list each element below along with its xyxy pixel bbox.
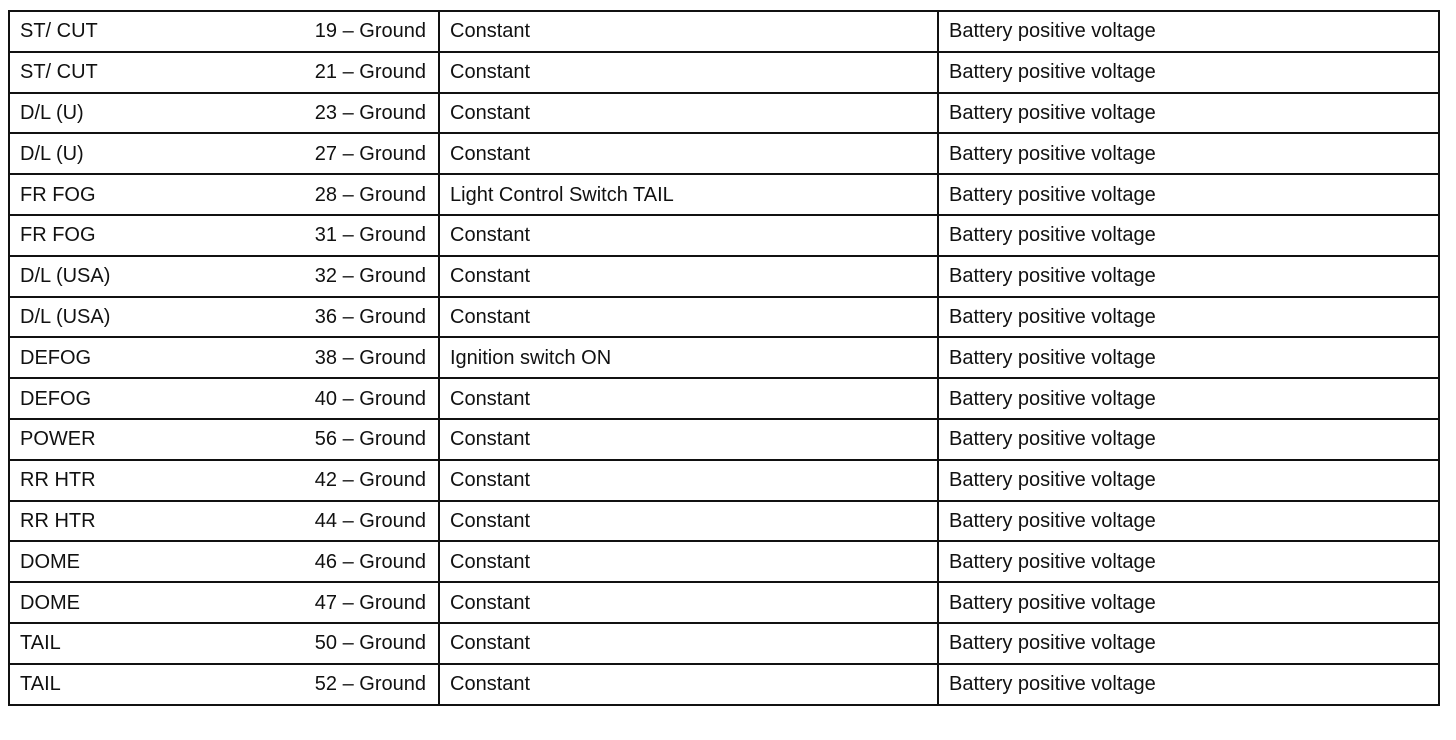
terminal-cell: [9, 93, 439, 134]
condition-cell: Constant: [439, 541, 938, 582]
specified-condition-cell: Battery positive voltage: [938, 297, 1439, 338]
specified-condition-cell: Battery positive voltage: [938, 52, 1439, 93]
terminal-cell: [9, 541, 439, 582]
table-row: [9, 215, 1439, 256]
terminal-cell: [9, 256, 439, 297]
terminal-name: DEFOG: [20, 346, 92, 369]
condition-cell: Constant: [439, 215, 938, 256]
terminal-name: ST/ CUT: [20, 20, 98, 43]
terminal-cell: [9, 419, 439, 460]
terminal-connection: 31 – Ground: [314, 224, 426, 247]
terminal-cell: [9, 623, 439, 664]
terminal-name: DEFOG: [20, 387, 92, 410]
terminal-cell: [9, 297, 439, 338]
terminal-name: TAIL: [20, 632, 61, 655]
condition-cell: Constant: [439, 378, 938, 419]
table-row: [9, 93, 1439, 134]
terminal-name: D/L (U): [20, 142, 84, 165]
terminal-cell: [9, 664, 439, 705]
terminal-name: D/L (U): [20, 101, 84, 124]
specified-condition-cell: Battery positive voltage: [938, 501, 1439, 542]
terminal-connection: 46 – Ground: [314, 550, 426, 573]
terminal-name: D/L (USA): [20, 265, 111, 288]
condition-cell: Constant: [439, 582, 938, 623]
terminal-name: RR HTR: [20, 469, 96, 492]
terminal-connection: 50 – Ground: [314, 632, 426, 655]
specified-condition-cell: Battery positive voltage: [938, 582, 1439, 623]
specified-condition-cell: Battery positive voltage: [938, 11, 1439, 52]
table-row: [9, 460, 1439, 501]
terminal-name: DOME: [20, 591, 80, 614]
terminal-connection: 32 – Ground: [314, 265, 426, 288]
table-row: [9, 541, 1439, 582]
terminal-name: TAIL: [20, 673, 61, 696]
inspection-table-container: [8, 10, 1438, 706]
terminal-cell: [9, 460, 439, 501]
condition-cell: Constant: [439, 664, 938, 705]
terminal-connection: 44 – Ground: [314, 509, 426, 532]
specified-condition-cell: Battery positive voltage: [938, 256, 1439, 297]
specified-condition-cell: Battery positive voltage: [938, 623, 1439, 664]
terminal-connection: 47 – Ground: [314, 591, 426, 614]
terminal-name: FR FOG: [20, 224, 96, 247]
table-row: [9, 174, 1439, 215]
terminal-connection: 27 – Ground: [314, 142, 426, 165]
specified-condition-cell: Battery positive voltage: [938, 419, 1439, 460]
terminal-connection: 36 – Ground: [314, 305, 426, 328]
terminal-name: ST/ CUT: [20, 61, 98, 84]
terminal-connection: 40 – Ground: [314, 387, 426, 410]
condition-cell: Constant: [439, 419, 938, 460]
specified-condition-cell: Battery positive voltage: [938, 174, 1439, 215]
table-row: [9, 52, 1439, 93]
terminal-name: FR FOG: [20, 183, 96, 206]
table-row: [9, 297, 1439, 338]
terminal-name: D/L (USA): [20, 305, 111, 328]
terminal-connection: 42 – Ground: [314, 469, 426, 492]
table-row: [9, 378, 1439, 419]
condition-cell: Constant: [439, 52, 938, 93]
condition-cell: Ignition switch ON: [439, 337, 938, 378]
condition-cell: Constant: [439, 256, 938, 297]
terminal-cell: [9, 52, 439, 93]
condition-cell: Constant: [439, 623, 938, 664]
table-row: [9, 419, 1439, 460]
condition-cell: Constant: [439, 297, 938, 338]
terminal-cell: [9, 11, 439, 52]
terminal-name: RR HTR: [20, 509, 96, 532]
terminal-connection: 56 – Ground: [314, 428, 426, 451]
terminal-connection: 23 – Ground: [314, 101, 426, 124]
table-row: [9, 337, 1439, 378]
condition-cell: Constant: [439, 93, 938, 134]
terminal-cell: [9, 378, 439, 419]
specified-condition-cell: Battery positive voltage: [938, 378, 1439, 419]
terminal-name: POWER: [20, 428, 96, 451]
terminal-connection: 52 – Ground: [314, 673, 426, 696]
specified-condition-cell: Battery positive voltage: [938, 460, 1439, 501]
terminal-cell: [9, 133, 439, 174]
specified-condition-cell: Battery positive voltage: [938, 133, 1439, 174]
terminal-connection: 38 – Ground: [314, 346, 426, 369]
specified-condition-cell: Battery positive voltage: [938, 337, 1439, 378]
table-row: [9, 623, 1439, 664]
table-row: [9, 582, 1439, 623]
terminal-connection: 19 – Ground: [314, 20, 426, 43]
terminal-cell: [9, 215, 439, 256]
table-row: [9, 501, 1439, 542]
terminal-cell: [9, 582, 439, 623]
specified-condition-cell: Battery positive voltage: [938, 541, 1439, 582]
inspection-table: [8, 10, 1440, 706]
specified-condition-cell: Battery positive voltage: [938, 664, 1439, 705]
condition-cell: Light Control Switch TAIL: [439, 174, 938, 215]
table-row: [9, 133, 1439, 174]
condition-cell: Constant: [439, 460, 938, 501]
table-row: [9, 664, 1439, 705]
inspection-table-body: [9, 11, 1439, 705]
table-row: [9, 256, 1439, 297]
condition-cell: Constant: [439, 501, 938, 542]
condition-cell: Constant: [439, 133, 938, 174]
terminal-cell: [9, 174, 439, 215]
terminal-cell: [9, 501, 439, 542]
specified-condition-cell: Battery positive voltage: [938, 215, 1439, 256]
terminal-connection: 21 – Ground: [314, 61, 426, 84]
terminal-connection: 28 – Ground: [314, 183, 426, 206]
terminal-cell: [9, 337, 439, 378]
terminal-name: DOME: [20, 550, 80, 573]
table-row: [9, 11, 1439, 52]
condition-cell: Constant: [439, 11, 938, 52]
specified-condition-cell: Battery positive voltage: [938, 93, 1439, 134]
